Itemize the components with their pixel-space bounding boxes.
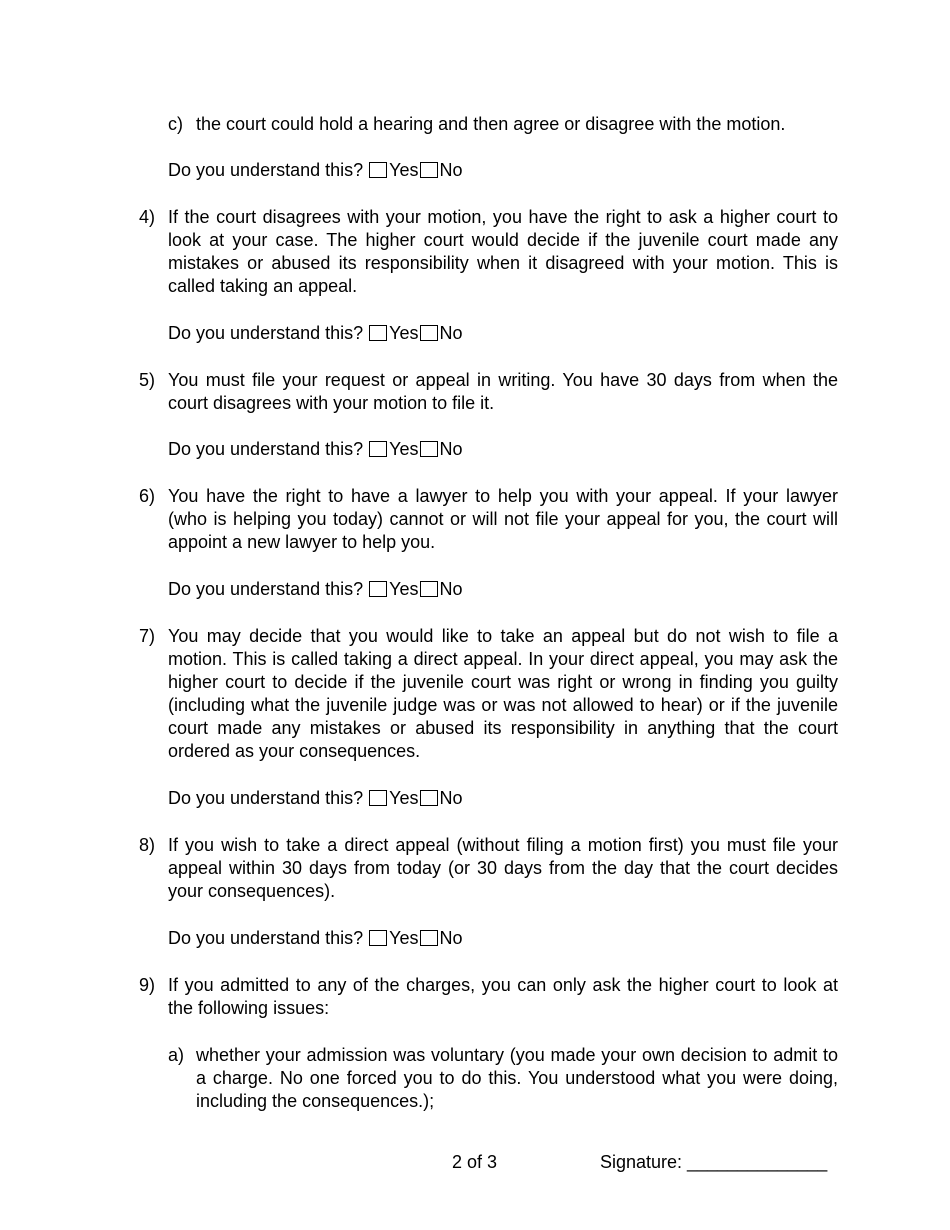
yes-checkbox[interactable]	[369, 790, 387, 806]
item-4-text: If the court disagrees with your motion, you have the right to ask a higher court to look at your case. The higher court would decide if the juvenile court made any mistakes or abused its responsibility when it disagreed with your motion. This is called taking an appeal.	[168, 207, 838, 296]
yes-label: Yes	[389, 160, 419, 180]
item-7-number: 7)	[139, 626, 156, 646]
no-checkbox[interactable]	[420, 581, 438, 597]
question-line-5	[168, 438, 463, 461]
no-label: No	[439, 928, 463, 948]
no-label: No	[439, 160, 463, 180]
question-line-7	[168, 787, 463, 810]
item-5-number: 5)	[139, 370, 156, 390]
question-line-8	[168, 927, 463, 950]
yes-label: Yes	[389, 928, 419, 948]
question-line-4	[168, 322, 463, 345]
no-label: No	[439, 579, 463, 599]
item-9-number: 9)	[139, 975, 156, 995]
question-prompt: Do you understand this?	[168, 439, 364, 459]
item-9-text: If you admitted to any of the charges, you can only ask the higher court to look at the following issues:	[168, 975, 838, 1018]
yes-checkbox[interactable]	[369, 581, 387, 597]
item-8-number: 8)	[139, 835, 156, 855]
item-a-text: whether your admission was voluntary (you made your own decision to admit to a charge. No one forced you to do this. You understood what you were doing, including the consequences.);	[196, 1045, 838, 1111]
no-label: No	[439, 439, 463, 459]
question-prompt: Do you understand this?	[168, 788, 364, 808]
no-checkbox[interactable]	[420, 325, 438, 341]
yes-checkbox[interactable]	[369, 930, 387, 946]
yes-checkbox[interactable]	[369, 441, 387, 457]
item-7-text: You may decide that you would like to take an appeal but do not wish to file a motion. This is called taking a direct appeal. In your direct appeal, you may ask the higher court to decide if the juvenile court was right or wrong in finding you guilty (including what the juvenile judge was or was not allowed to hear) or if the juvenile court made any mistakes or abused its responsibility in anything that the court ordered as your consequences.	[168, 626, 838, 761]
page-number: 2 of 3	[452, 1152, 498, 1172]
item-6-number: 6)	[139, 486, 156, 506]
no-checkbox[interactable]	[420, 790, 438, 806]
no-checkbox[interactable]	[420, 441, 438, 457]
item-6-text: You have the right to have a lawyer to help you with your appeal. If your lawyer (who is helping you today) cannot or will not file your appeal for you, the court will appoint a new lawyer to help you.	[168, 486, 838, 552]
question-prompt: Do you understand this?	[168, 160, 364, 180]
yes-checkbox[interactable]	[369, 325, 387, 341]
no-checkbox[interactable]	[420, 930, 438, 946]
item-8-text: If you wish to take a direct appeal (without filing a motion first) you must file your appeal within 30 days from today (or 30 days from the day that the court decides your consequences).	[168, 835, 838, 901]
question-line-6	[168, 578, 463, 601]
question-prompt: Do you understand this?	[168, 323, 364, 343]
no-label: No	[439, 788, 463, 808]
yes-checkbox[interactable]	[369, 162, 387, 178]
question-line-c	[168, 159, 463, 182]
item-a-letter: a)	[168, 1045, 185, 1065]
no-label: No	[439, 323, 463, 343]
item-c-letter: c)	[168, 114, 183, 134]
yes-label: Yes	[389, 788, 419, 808]
question-prompt: Do you understand this?	[168, 579, 364, 599]
yes-label: Yes	[389, 579, 419, 599]
yes-label: Yes	[389, 323, 419, 343]
item-c-text: the court could hold a hearing and then agree or disagree with the motion.	[196, 114, 786, 134]
item-4-number: 4)	[139, 207, 156, 227]
signature-line: Signature: ______________	[600, 1152, 828, 1172]
question-prompt: Do you understand this?	[168, 928, 364, 948]
item-5-text: You must file your request or appeal in writing. You have 30 days from when the court disagrees with your motion to file it.	[168, 370, 838, 413]
yes-label: Yes	[389, 439, 419, 459]
no-checkbox[interactable]	[420, 162, 438, 178]
